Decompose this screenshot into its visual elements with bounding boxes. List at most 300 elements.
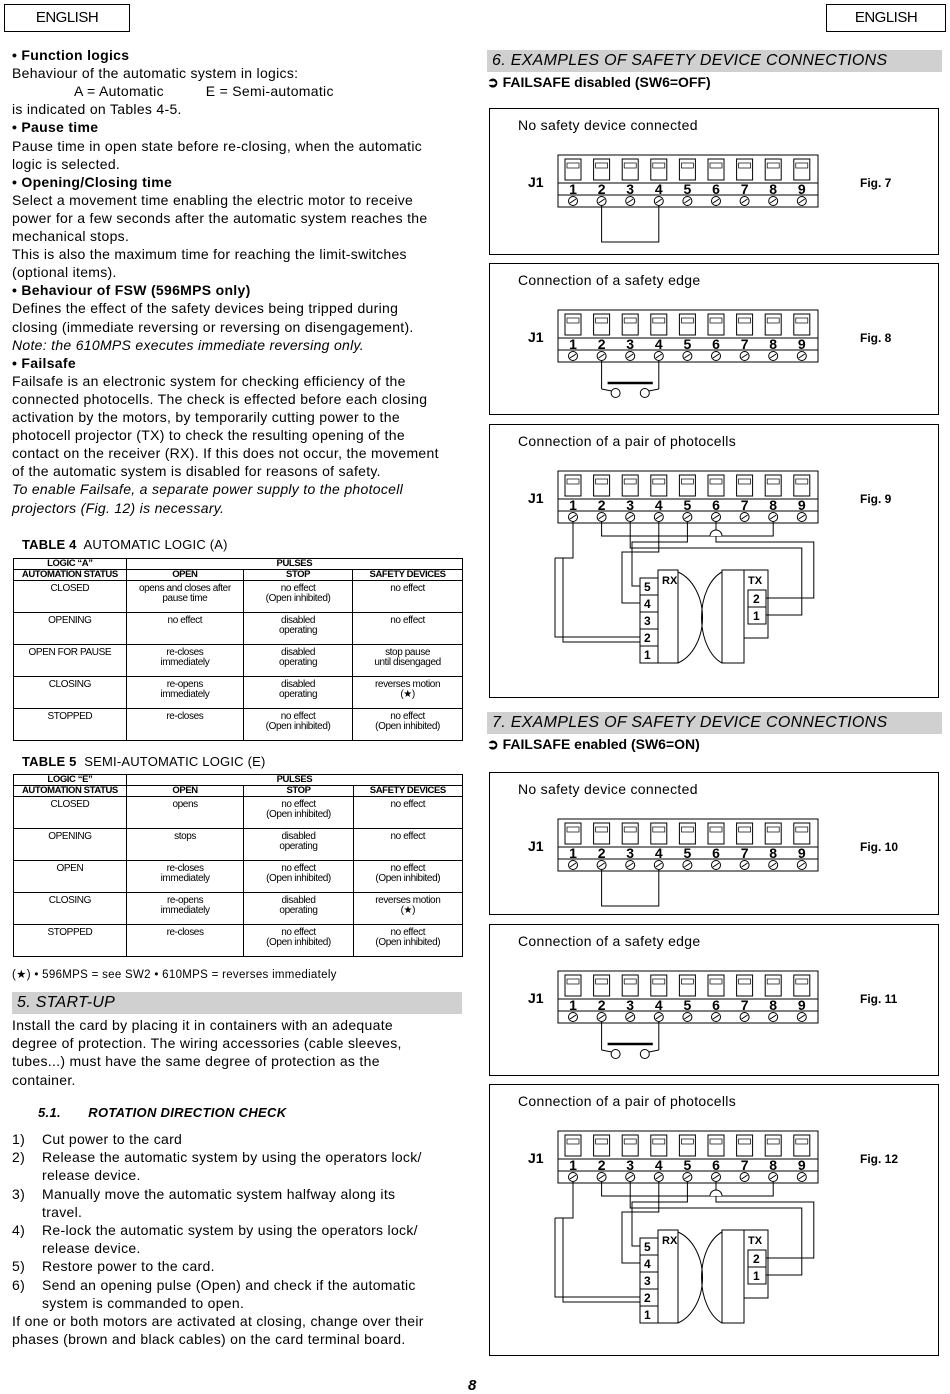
terminal-number: 2 <box>597 181 606 197</box>
subsection-5-1-title: 5.1. ROTATION DIRECTION CHECK <box>38 1105 287 1120</box>
terminal-block-label: J1 <box>528 990 544 1006</box>
terminal-number: 1 <box>569 1157 577 1173</box>
terminal-number: 4 <box>654 845 663 861</box>
figure-number: Fig. 9 <box>860 492 892 506</box>
terminal-number: 8 <box>769 336 778 352</box>
closing-line: If one or both motors are activated at closing, change over their <box>12 1313 424 1329</box>
rx-terminal-number: 3 <box>644 614 651 628</box>
rx-terminal-number: 1 <box>644 1308 651 1322</box>
terminal-slot <box>708 1135 724 1156</box>
figure-number: Fig. 12 <box>860 1152 899 1166</box>
terminal-number: 1 <box>569 997 577 1013</box>
terminal-number: 9 <box>797 497 806 513</box>
terminal-number: 5 <box>683 1157 692 1173</box>
terminal-number: 6 <box>712 181 720 197</box>
language-header-right: ENGLISH <box>826 4 946 32</box>
terminal-slot <box>651 314 667 335</box>
terminal-slot <box>651 159 667 180</box>
terminal-number: 7 <box>740 336 749 352</box>
terminal-number: 2 <box>597 336 606 352</box>
rx-lens <box>678 572 703 663</box>
language-header-left: ENGLISH <box>4 4 130 32</box>
paragraph-line: projectors (Fig. 12) is necessary. <box>12 499 225 516</box>
step-line: Release the automatic system by using the operators lock/ <box>42 1149 422 1166</box>
section-5-line: tubes...) must have the same degree of protection as the <box>12 1053 380 1070</box>
table5-caption: TABLE 5 SEMI-AUTOMATIC LOGIC (E) <box>22 754 266 769</box>
table-row <box>14 645 463 677</box>
terminal-slot <box>708 823 724 844</box>
paragraph-line: Note: the 610MPS executes immediate reversing only. <box>12 336 364 353</box>
table-cell: no effect (Open inhibited) <box>244 797 353 829</box>
step-line: Cut power to the card <box>42 1131 183 1147</box>
terminal-slot <box>622 159 638 180</box>
tx-label: TX <box>748 1235 763 1247</box>
terminal-block-label: J1 <box>528 490 544 506</box>
rx-label: RX <box>662 1235 678 1247</box>
terminal-number: 4 <box>654 1157 663 1173</box>
figure-number: Fig. 10 <box>860 840 899 854</box>
terminal-slot <box>622 823 638 844</box>
edge-contact <box>640 389 649 398</box>
table-cell: OPEN <box>14 861 127 893</box>
paragraph-line: Pause time in open state before re-closing, when the automatic <box>12 137 423 154</box>
terminal-number: 4 <box>654 181 663 197</box>
table-cell: OPENING <box>14 829 127 861</box>
paragraph-line: closing (immediate reversing or reversing on disengagement). <box>12 318 414 335</box>
paragraph-line: • Function logics <box>12 47 130 63</box>
step-line: Restore power to the card. <box>42 1258 215 1275</box>
terminal-number: 8 <box>769 1157 778 1173</box>
terminal-number: 5 <box>683 997 692 1013</box>
terminal-slot <box>565 823 581 844</box>
table-row <box>14 829 463 861</box>
table-cell: re-closes <box>126 709 243 741</box>
table-cell: no effect (Open inhibited) <box>244 709 353 741</box>
photocell-wire <box>716 522 814 598</box>
terminal-slot <box>651 475 667 496</box>
column-header: OPEN <box>126 570 243 581</box>
terminal-slot <box>565 314 581 335</box>
wiring-figure-box <box>489 1084 939 1356</box>
terminal-number: 8 <box>769 497 778 513</box>
terminal-number: 7 <box>740 1157 749 1173</box>
terminal-number: 6 <box>712 997 720 1013</box>
table-cell: stop pause until disengaged <box>353 645 463 677</box>
terminal-number: 5 <box>683 845 692 861</box>
table-row <box>14 861 463 893</box>
terminal-number: 9 <box>797 997 806 1013</box>
table-row <box>14 613 463 645</box>
rx-terminal-number: 4 <box>644 1257 651 1271</box>
terminal-slot <box>794 1135 810 1156</box>
terminal-number: 2 <box>597 997 606 1013</box>
wire-crossover <box>710 530 722 536</box>
table-cell: disabled operating <box>244 613 353 645</box>
tx-terminal-number: 2 <box>753 592 760 606</box>
section-5-title: 5. START-UP <box>12 992 462 1014</box>
terminal-number: 9 <box>797 845 806 861</box>
rx-terminal-number: 4 <box>644 597 651 611</box>
terminal-number: 7 <box>740 845 749 861</box>
figure-title: Connection of a safety edge <box>518 272 701 288</box>
terminal-number: 3 <box>626 997 635 1013</box>
column-header: OPEN <box>126 786 244 797</box>
terminal-number: 3 <box>626 181 635 197</box>
terminal-number: 1 <box>569 336 577 352</box>
terminal-slot <box>679 475 695 496</box>
edge-contact <box>611 389 620 398</box>
terminal-number: 4 <box>654 997 663 1013</box>
tx-lens <box>702 572 722 663</box>
wiring-diagram <box>490 1085 938 1355</box>
figure-title: No safety device connected <box>518 781 698 797</box>
wiring-figure-box <box>489 924 939 1076</box>
step-number: 5) <box>12 1258 26 1275</box>
logic-label: LOGIC “A” <box>14 559 127 570</box>
paragraph-line: • Behaviour of FSW (596MPS only) <box>12 282 251 299</box>
terminal-number: 8 <box>769 181 778 197</box>
closing-line: phases (brown and black cables) on the card terminal board. <box>12 1331 406 1348</box>
paragraph-line: A = Automatic E = Semi-automatic <box>74 83 334 100</box>
terminal-number: 3 <box>626 336 635 352</box>
photocell-wire <box>632 1182 687 1246</box>
terminal-number: 8 <box>769 845 778 861</box>
section-5-line: container. <box>12 1071 76 1088</box>
figure-number: Fig. 7 <box>860 176 892 190</box>
paragraph-line: (optional items). <box>12 264 117 281</box>
table-footnote: (★) • 596MPS = see SW2 • 610MPS = reverses immediately <box>12 969 337 981</box>
terminal-slot <box>594 475 610 496</box>
table-semi-automatic-logic <box>13 774 463 957</box>
step-line: release device. <box>42 1167 141 1184</box>
table-cell: no effect (Open inhibited) <box>244 861 353 893</box>
paragraph-line: connected photocells. The check is effected before each closing <box>12 390 428 407</box>
terminal-slot <box>794 975 810 996</box>
terminal-number: 5 <box>683 181 692 197</box>
terminal-number: 6 <box>712 1157 720 1173</box>
logic-label: LOGIC “E” <box>14 775 127 786</box>
terminal-number: 1 <box>569 845 577 861</box>
table-cell: reverses motion (★) <box>353 893 462 925</box>
terminal-slot <box>737 475 753 496</box>
paragraph-line: Failsafe is an electronic system for checking efficiency of the <box>12 372 406 389</box>
terminal-slot <box>765 975 781 996</box>
rx-terminal-number: 2 <box>644 631 651 645</box>
terminal-slot <box>737 1135 753 1156</box>
section-7-subtitle: ➲ FAILSAFE enabled (SW6=ON) <box>487 736 700 752</box>
terminal-number: 6 <box>712 336 720 352</box>
terminal-slot <box>765 1135 781 1156</box>
rx-lens <box>678 1232 703 1323</box>
paragraph-line: mechanical stops. <box>12 228 130 244</box>
jumper-wire <box>602 206 659 242</box>
terminal-number: 9 <box>797 336 806 352</box>
table-cell: no effect (Open inhibited) <box>353 925 462 957</box>
table-row <box>14 677 463 709</box>
wiring-diagram <box>490 425 938 697</box>
paragraph-line: • Failsafe <box>12 354 76 371</box>
column-header: AUTOMATION STATUS <box>14 786 127 797</box>
table-cell: no effect (Open inhibited) <box>244 925 353 957</box>
terminal-slot <box>565 475 581 496</box>
terminal-slot <box>565 975 581 996</box>
terminal-number: 7 <box>740 997 749 1013</box>
terminal-slot <box>708 475 724 496</box>
paragraph-line: power for a few seconds after the automatic system reaches the <box>12 209 428 226</box>
wiring-figure-box <box>489 424 939 698</box>
table-cell: no effect <box>353 797 462 829</box>
terminal-number: 6 <box>712 845 720 861</box>
terminal-slot <box>708 159 724 180</box>
table-cell: reverses motion (★) <box>353 677 463 709</box>
column-header: STOP <box>244 786 353 797</box>
terminal-slot <box>594 823 610 844</box>
edge-contact <box>611 1050 620 1059</box>
terminal-slot <box>651 1135 667 1156</box>
terminal-slot <box>622 975 638 996</box>
table-cell: disabled operating <box>244 893 353 925</box>
terminal-slot <box>794 314 810 335</box>
tx-lens <box>702 1232 722 1323</box>
section-5-line: Install the card by placing it in containers with an adequate <box>12 1017 393 1033</box>
table-cell: OPENING <box>14 613 127 645</box>
table-cell: CLOSED <box>14 797 127 829</box>
step-number: 6) <box>12 1276 26 1293</box>
step-number: 3) <box>12 1185 26 1202</box>
table-cell: disabled operating <box>244 645 353 677</box>
terminal-slot <box>765 159 781 180</box>
table-cell: STOPPED <box>14 709 127 741</box>
section-6-subtitle: ➲ FAILSAFE disabled (SW6=OFF) <box>487 74 711 90</box>
figure-number: Fig. 8 <box>860 331 892 345</box>
rx-label: RX <box>662 575 678 587</box>
terminal-slot <box>679 823 695 844</box>
photocell-wire <box>632 522 687 586</box>
table-cell: no effect <box>126 613 243 645</box>
table-cell: disabled operating <box>244 829 353 861</box>
wiring-figure-box <box>489 263 939 415</box>
table-cell: CLOSING <box>14 677 127 709</box>
terminal-slot <box>679 314 695 335</box>
step-number: 4) <box>12 1222 26 1238</box>
wire-crossover <box>710 1190 722 1196</box>
terminal-slot <box>622 1135 638 1156</box>
step-line: Manually move the automatic system halfway along its <box>42 1185 396 1202</box>
pulses-header: PULSES <box>126 775 462 786</box>
terminal-slot <box>679 159 695 180</box>
rx-terminal-number: 2 <box>644 1291 651 1305</box>
wiring-diagram <box>490 264 938 414</box>
terminal-slot <box>622 475 638 496</box>
section-7-title: 7. EXAMPLES OF SAFETY DEVICE CONNECTIONS <box>487 712 942 734</box>
terminal-number: 3 <box>626 497 635 513</box>
tx-terminal-number: 1 <box>753 609 760 623</box>
terminal-slot <box>651 975 667 996</box>
terminal-slot <box>708 975 724 996</box>
table-cell: opens and closes after pause time <box>126 581 243 613</box>
column-header: SAFETY DEVICES <box>353 786 462 797</box>
terminal-number: 6 <box>712 497 720 513</box>
figure-title: Connection of a safety edge <box>518 933 701 949</box>
terminal-slot <box>594 975 610 996</box>
figure-title: No safety device connected <box>518 117 698 133</box>
paragraph-line: contact on the receiver (RX). If this does not occur, the movement <box>12 445 439 462</box>
terminal-number: 5 <box>683 497 692 513</box>
terminal-slot <box>565 1135 581 1156</box>
table-cell: opens <box>126 797 244 829</box>
terminal-number: 7 <box>740 181 749 197</box>
terminal-number: 3 <box>626 1157 635 1173</box>
column-header: AUTOMATION STATUS <box>14 570 127 581</box>
paragraph-line: of the automatic system is disabled for reasons of safety. <box>12 463 381 480</box>
terminal-number: 9 <box>797 1157 806 1173</box>
tx-label: TX <box>748 575 763 587</box>
step-line: Send an opening pulse (Open) and check if the automatic <box>42 1276 416 1293</box>
terminal-slot <box>594 159 610 180</box>
terminal-slot <box>594 314 610 335</box>
terminal-slot <box>651 823 667 844</box>
terminal-number: 4 <box>654 336 663 352</box>
terminal-slot <box>679 975 695 996</box>
rx-terminal-number: 5 <box>644 1240 651 1254</box>
paragraph-line: Select a movement time enabling the electric motor to receive <box>12 191 414 208</box>
terminal-slot <box>737 975 753 996</box>
terminal-number: 1 <box>569 181 577 197</box>
table-cell: no effect (Open inhibited) <box>244 581 353 613</box>
wiring-diagram <box>490 773 938 914</box>
photocell-wire <box>555 1218 640 1297</box>
table-cell: re-opens immediately <box>126 677 243 709</box>
terminal-slot <box>765 823 781 844</box>
terminal-number: 4 <box>654 497 663 513</box>
terminal-block-label: J1 <box>528 838 544 854</box>
figure-title: Connection of a pair of photocells <box>518 1093 736 1109</box>
terminal-number: 3 <box>626 845 635 861</box>
rx-terminal-number: 3 <box>644 1274 651 1288</box>
paragraph-line: Defines the effect of the safety devices being tripped during <box>12 300 399 317</box>
terminal-number: 2 <box>597 497 606 513</box>
table-cell: no effect <box>353 829 462 861</box>
table-cell: STOPPED <box>14 925 127 957</box>
table4-caption: TABLE 4 AUTOMATIC LOGIC (A) <box>22 537 228 552</box>
table-cell: no effect <box>353 581 463 613</box>
table-row <box>14 581 463 613</box>
step-line: travel. <box>42 1203 83 1220</box>
jumper-wire <box>602 870 659 906</box>
paragraph-line: is indicated on Tables 4-5. <box>12 101 182 118</box>
terminal-number: 2 <box>597 845 606 861</box>
paragraph-line: • Pause time <box>12 119 99 136</box>
terminal-slot <box>765 475 781 496</box>
figure-number: Fig. 11 <box>860 992 898 1006</box>
table-cell: re-closes immediately <box>126 861 244 893</box>
terminal-block-label: J1 <box>528 1150 544 1166</box>
terminal-number: 8 <box>769 997 778 1013</box>
terminal-slot <box>565 159 581 180</box>
edge-contact <box>640 1050 649 1059</box>
terminal-number: 5 <box>683 336 692 352</box>
paragraph-line: Behaviour of the automatic system in logics: <box>12 65 299 82</box>
table-row <box>14 925 463 957</box>
paragraph-line: • Opening/Closing time <box>12 173 173 190</box>
table-row <box>14 893 463 925</box>
table-cell: re-opens immediately <box>126 893 244 925</box>
rx-terminal-number: 1 <box>644 648 651 662</box>
terminal-slot <box>622 314 638 335</box>
wiring-diagram <box>490 109 938 254</box>
paragraph-line: photocell projector (TX) to check the resulting opening of the <box>12 427 405 444</box>
terminal-number: 9 <box>797 181 806 197</box>
terminal-slot <box>794 823 810 844</box>
terminal-slot <box>765 314 781 335</box>
figure-title: Connection of a pair of photocells <box>518 433 736 449</box>
terminal-slot <box>737 314 753 335</box>
table-row <box>14 797 463 829</box>
table-automatic-logic <box>13 558 463 741</box>
terminal-slot <box>737 823 753 844</box>
step-number: 1) <box>12 1131 26 1147</box>
table-row <box>14 709 463 741</box>
terminal-number: 1 <box>569 497 577 513</box>
table-cell: stops <box>126 829 244 861</box>
terminal-slot <box>594 1135 610 1156</box>
terminal-slot <box>794 475 810 496</box>
terminal-slot <box>708 314 724 335</box>
paragraph-line: activation by the motors, by temporarily cutting power to the <box>12 409 400 425</box>
terminal-slot <box>737 159 753 180</box>
column-header: SAFETY DEVICES <box>353 570 463 581</box>
paragraph-line: This is also the maximum time for reaching the limit-switches <box>12 246 407 263</box>
table-cell: CLOSING <box>14 893 127 925</box>
pulses-header: PULSES <box>126 559 462 570</box>
terminal-number: 2 <box>597 1157 606 1173</box>
table-cell: no effect (Open inhibited) <box>353 709 463 741</box>
photocell-wire <box>563 522 640 642</box>
step-number: 2) <box>12 1149 26 1166</box>
column-header: STOP <box>244 570 353 581</box>
table-cell: re-closes immediately <box>126 645 243 677</box>
photocell-wire <box>716 1182 814 1258</box>
section-6-title: 6. EXAMPLES OF SAFETY DEVICE CONNECTIONS <box>487 50 942 72</box>
table-cell: no effect (Open inhibited) <box>353 861 462 893</box>
wiring-figure-box <box>489 108 939 255</box>
terminal-slot <box>679 1135 695 1156</box>
terminal-block-label: J1 <box>528 329 544 345</box>
wiring-diagram <box>490 925 938 1075</box>
terminal-number: 7 <box>740 497 749 513</box>
paragraph-line: To enable Failsafe, a separate power supply to the photocell <box>12 481 404 498</box>
table-cell: CLOSED <box>14 581 127 613</box>
step-line: Re-lock the automatic system by using the operators lock/ <box>42 1222 418 1238</box>
table-cell: re-closes <box>126 925 244 957</box>
page-number: 8 <box>468 1377 477 1394</box>
paragraph-line: logic is selected. <box>12 155 121 172</box>
table-cell: no effect <box>353 613 463 645</box>
step-line: release device. <box>42 1240 141 1257</box>
terminal-slot <box>794 159 810 180</box>
terminal-block-label: J1 <box>528 174 544 190</box>
photocell-wire <box>555 558 640 637</box>
tx-terminal-number: 1 <box>753 1269 760 1283</box>
wiring-figure-box <box>489 772 939 915</box>
table-cell: disabled operating <box>244 677 353 709</box>
rx-terminal-number: 5 <box>644 580 651 594</box>
table-cell: OPEN FOR PAUSE <box>14 645 127 677</box>
section-5-line: degree of protection. The wiring accessories (cable sleeves, <box>12 1035 402 1052</box>
step-line: system is commanded to open. <box>42 1294 245 1311</box>
photocell-wire <box>563 1182 640 1302</box>
tx-terminal-number: 2 <box>753 1252 760 1266</box>
